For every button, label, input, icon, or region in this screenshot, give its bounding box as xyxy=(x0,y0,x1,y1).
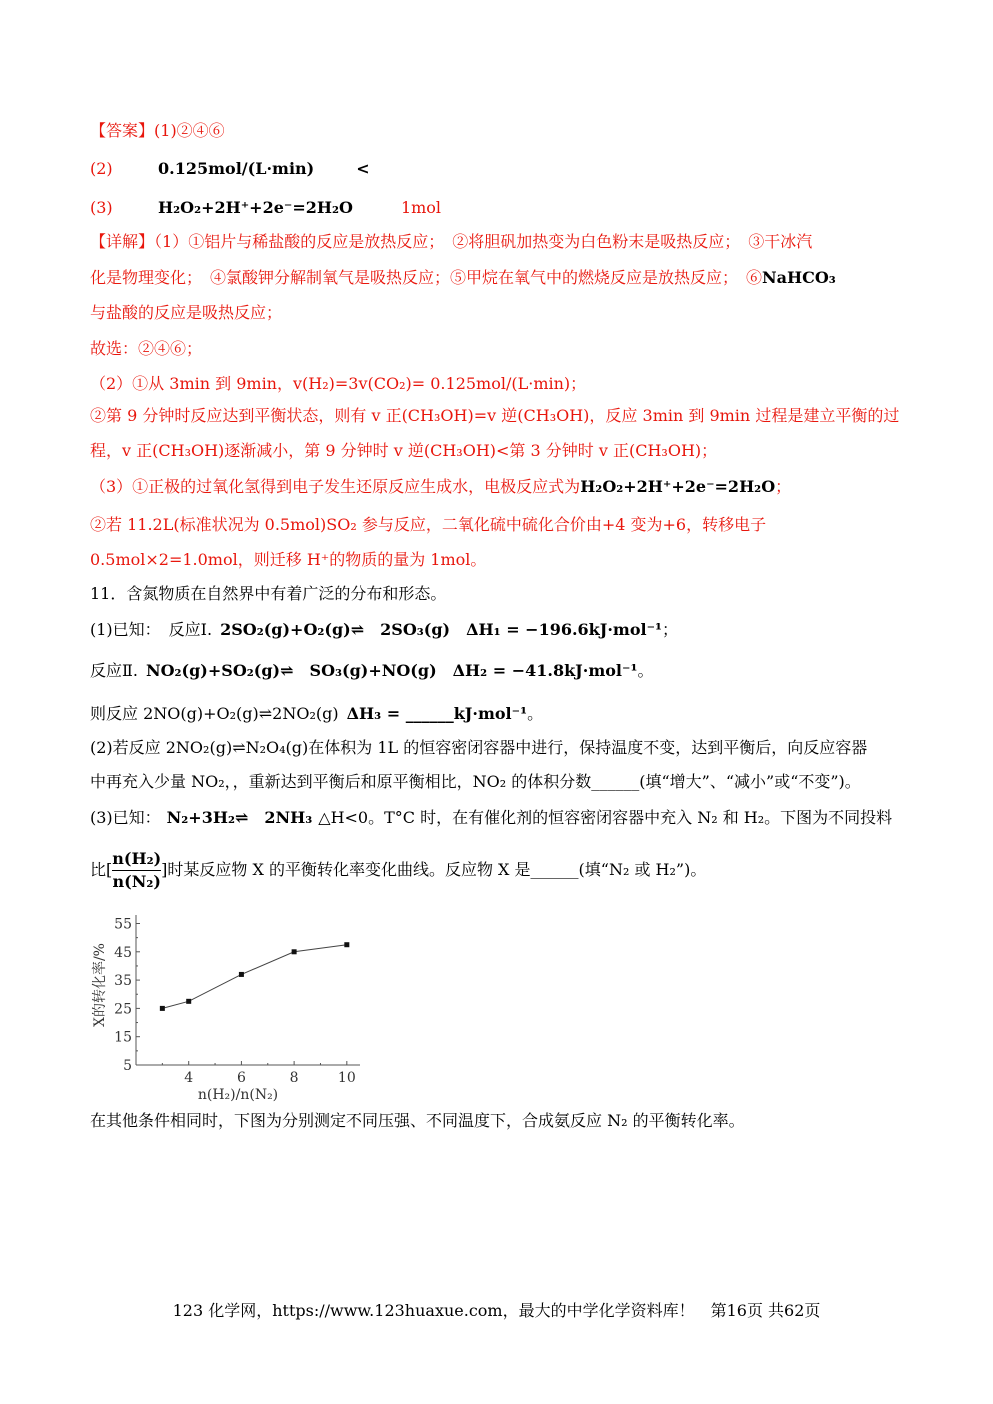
q11-1a-equation: 2SO₂(g)+O₂(g)⇌ 2SO₃(g) ΔH₁ = −196.6kJ·mol⁻¹ xyxy=(220,620,663,639)
page-footer: 123 化学网，https://www.123huaxue.com，最大的中学化学资料库！ 第16页 共62页 xyxy=(172,1301,821,1320)
x-tick-label: 6 xyxy=(236,1070,246,1086)
q11-1a-text: (1)已知： 反应Ⅰ. xyxy=(90,620,213,639)
answer-part-3-num: (3) xyxy=(90,198,113,217)
detail-line-10: 0.5mol×2=1.0mol，则迁移 H⁺的物质的量为 1mol。 xyxy=(90,550,487,569)
detail-line-3: 与盐酸的反应是吸热反应； xyxy=(90,303,283,322)
q11-part-2a: (2)若反应 2NO₂(g)⇌N₂O₄(g)在体积为 1L 的恒容密闭容器中进行，保持温度不变，达到平衡后，向反应容器 xyxy=(90,738,868,757)
chart-x-label: n(H₂)/n(N₂) xyxy=(197,1087,279,1103)
detail-text-1: （1）①铝片与稀盐酸的反应是放热反应； ②将胆矾加热变为白色粉末是吸热反应； ③干冰汽 xyxy=(154,232,813,251)
q11-3a-text: (3)已知： xyxy=(90,808,161,827)
detail-text-2: 化是物理变化； ④氯酸钾分解制氧气是吸热反应；⑤甲烷在氧气中的燃烧反应是放热反应； ⑥ xyxy=(90,268,763,287)
q11-1c-end: 。 xyxy=(527,704,544,723)
data-point xyxy=(160,1006,165,1011)
detail-line-7: 程，v 正(CH₃OH)逐渐减小，第 9 分钟时 v 逆(CH₃OH)<第 3 分钟时 v 正(CH₃OH)； xyxy=(90,441,718,460)
chart-y-label: X的转化率/% xyxy=(92,943,108,1027)
detail-line-8 xyxy=(90,476,791,498)
q11-1b-end: 。 xyxy=(637,661,654,680)
data-point xyxy=(344,942,349,947)
answer-part-1: (1)②④⑥ xyxy=(154,121,225,140)
x-tick-label: 10 xyxy=(337,1070,356,1086)
chart-series xyxy=(160,942,349,1011)
q11-1b-equation: NO₂(g)+SO₂(g)⇌ SO₃(g)+NO(g) ΔH₂ = −41.8kJ·mol⁻¹ xyxy=(145,661,638,680)
detail-line-6: ②第 9 分钟时反应达到平衡状态，则有 v 正(CH₃OH)=v 逆(CH₃OH)，反应 3min 到 9min 过程是建立平衡的过 xyxy=(90,406,900,425)
y-tick-label: 25 xyxy=(114,1001,132,1018)
detail-nahco3: NaHCO₃ xyxy=(762,268,836,287)
chart-ticks xyxy=(114,916,356,1086)
y-tick-label: 5 xyxy=(123,1058,132,1074)
chart-axes xyxy=(136,915,360,1065)
x-tick-label: 4 xyxy=(184,1070,194,1086)
q11-3b-pre: 比[ xyxy=(90,860,113,879)
ratio-denominator: n(N₂) xyxy=(112,872,161,891)
answer-rate: 0.125mol/(L·min) xyxy=(158,159,315,178)
data-point xyxy=(292,949,297,954)
q11-part-3a xyxy=(90,807,892,829)
y-tick-label: 45 xyxy=(114,944,132,961)
detail-line-1 xyxy=(90,231,812,253)
detail-text-8-end: ； xyxy=(775,477,792,496)
y-tick-label: 15 xyxy=(114,1029,132,1046)
answer-line-3 xyxy=(90,197,441,219)
q11-1c-equation: ΔH₃ = ______kJ·mol⁻¹ xyxy=(346,704,528,723)
q11-part-1c xyxy=(90,703,543,725)
answer-tag: 【答案】 xyxy=(90,121,155,140)
answer-compare: < xyxy=(356,159,370,178)
answer-line-1 xyxy=(90,120,225,142)
ratio-fraction xyxy=(112,848,161,893)
detail-line-5: （2）①从 3min 到 9min，v(H₂)=3v(CO₂)= 0.125mol/(L·min)； xyxy=(90,374,587,393)
detail-line-4: 故选：②④⑥； xyxy=(90,339,203,358)
q11-1c-text: 则反应 2NO(g)+O₂(g)⇌2NO₂(g) xyxy=(90,704,339,723)
q11-part-2b: 中再充入少量 NO₂，，重新达到平衡后和原平衡相比，NO₂ 的体积分数______(填“增大”、“减小”或“不变”)。 xyxy=(90,772,861,791)
q11-part-3b xyxy=(90,844,706,896)
data-point xyxy=(186,999,191,1004)
detail-equation: H₂O₂+2H⁺+2e⁻=2H₂O xyxy=(580,477,776,496)
y-tick-label: 55 xyxy=(114,916,132,933)
detail-line-9: ②若 11.2L(标准状况为 0.5mol)SO₂ 参与反应，二氧化硫中硫化合价由+4 变为+6，转移电子 xyxy=(90,515,767,534)
data-point xyxy=(239,972,244,977)
after-chart-text: 在其他条件相同时，下图为分别测定不同压强、不同温度下，合成氨反应 N₂ 的平衡转化率。 xyxy=(90,1111,745,1130)
answer-line-2 xyxy=(90,158,370,180)
q11-1b-text: 反应Ⅱ. xyxy=(90,661,138,680)
q11-3a-equation: N₂+3H₂⇌ 2NH₃ xyxy=(166,808,313,827)
detail-text-8: （3）①正极的过氧化氢得到电子发生还原反应生成水，电极反应式为 xyxy=(90,477,581,496)
q11-part-1a xyxy=(90,619,678,641)
x-tick-label: 8 xyxy=(289,1070,299,1086)
q11-1a-end: ； xyxy=(662,620,679,639)
answer-mol: 1mol xyxy=(400,198,442,217)
detail-line-2 xyxy=(90,267,836,289)
q11-3b-rest: ]时某反应物 X 的平衡转化率变化曲线。反应物 X 是______(填“N₂ 或 H₂”)。 xyxy=(161,860,707,879)
detail-tag: 【详解】 xyxy=(90,232,155,251)
ratio-numerator: n(H₂) xyxy=(112,848,161,871)
answer-equation: H₂O₂+2H⁺+2e⁻=2H₂O xyxy=(158,198,353,217)
q11-title: 11．含氮物质在自然界中有着广泛的分布和形态。 xyxy=(90,584,447,603)
answer-part-2-num: (2) xyxy=(90,159,113,178)
q11-part-1b xyxy=(90,660,653,682)
q11-3a-rest: △H<0。T°C 时，在有催化剂的恒容密闭容器中充入 N₂ 和 H₂。下图为不同投料 xyxy=(318,808,893,827)
y-tick-label: 35 xyxy=(114,973,132,990)
conversion-chart xyxy=(90,905,370,1105)
